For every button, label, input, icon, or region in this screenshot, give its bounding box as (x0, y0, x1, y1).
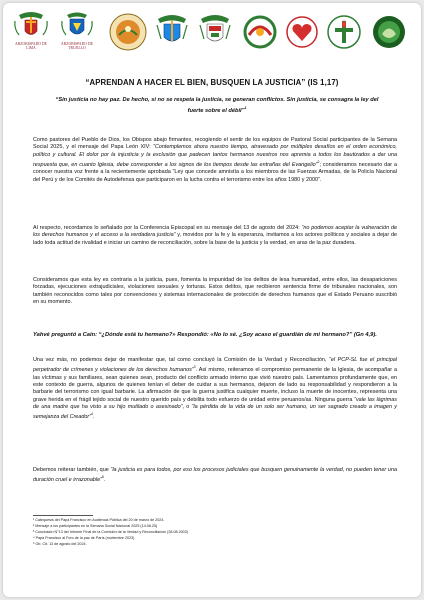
red-heart-logo (285, 15, 319, 49)
green-red-swirl-logo (243, 15, 277, 49)
green-circle-icon (371, 14, 407, 50)
italic-quote: “no podemos aceptar la vulneración de los derechos humanos y el acceso a la verdadera justicia” (33, 225, 397, 239)
paragraph-2 (33, 225, 397, 247)
swirl-icon (243, 15, 277, 49)
arzobispado-trujillo-logo (57, 11, 97, 50)
text-run: , o (182, 403, 192, 410)
text-run: . (103, 477, 106, 484)
bishop-crest-logo-1 (154, 13, 190, 51)
paragraph-1 (33, 137, 397, 184)
flame-cross-icon (326, 14, 362, 50)
text-run: Al respecto, recordamos lo señalado por la Conferencia Episcopal en su mensaje del 13 de agosto del 2024: (33, 225, 302, 231)
epigraph-quote (53, 96, 381, 115)
footnote-3: ³ Conclusión N°13 del Informe Final de la Comisión de la Verdad y Reconciliación (28.08.2003) (33, 530, 188, 534)
circular-seal-icon (109, 13, 147, 51)
logo-caption: ARZOBISPADO DE TRUJILLO (61, 42, 93, 50)
circular-seal-logo (109, 13, 147, 51)
text-run: Debemos reiterar también, que (33, 467, 111, 473)
footnote-ref: 5 (101, 475, 104, 480)
bishop-crest-icon (197, 13, 233, 51)
footnote-ref: 4 (91, 412, 93, 417)
text-run: . Así mismo, reiteramos el compromiso permanente de la Iglesia, de acompañar a las víctimas y sus familiares, sean quienes sean, producto del conflicto armado interno que vivió nuestro país. Lamentamos profundamente que, en este contexto de guerra, algunos de quienes tenían el deber de cuidar a sus hermanos, dejaron de lado su responsabilidad y respondieron a la barbarie del terrorismo con igual barbarie. La afirmación de que la guerra justifica cualquier muerte, incluso la muerte de inocentes, representa una grave herida en el frágil tejido social de nuestro querido país y debilita todo esfuerzo de unidad entre peruanos/as. Ninguna guerra (33, 367, 397, 403)
footnote-1: ¹ Catequesis del Papa Francisco en Audiencia Pública del 20 de marzo de 2024. (33, 518, 165, 522)
italic-quote: “Contemplemos ahora nuestro tiempo, atravesado por múltiples desafíos en el orden económico, político y cultural. El dolor por la injusticia y la exclusión que padecen tantos hermanos nuestros nos apremia a todos los bautizados a dar una respuesta que, en cuanto Iglesia, debe corresponder a los signos de los tiempos desde las entrañas del Evangelio” (33, 144, 397, 168)
bishop-crest-logo-2 (197, 13, 233, 51)
italic-quote: “vale las lágrimas de una madre que ha visto a su hijo mutilado o asesinado” (33, 396, 397, 410)
footnote-ref: 1 (244, 106, 247, 110)
logo-caption: ARZOBISPADO DE LIMA (15, 42, 47, 50)
document-page (3, 3, 421, 597)
footnote-ref: 2 (317, 160, 320, 165)
footnote-5: ⁵ Ob. Cit. 13 de agosto del 2024. (33, 542, 87, 546)
footnote-4: ⁴ Papa Francisco al Foro de la paz de París (noviembre 2023) (33, 536, 135, 540)
footnote-ref: 3 (193, 365, 196, 370)
text-run: Una vez más, no podemos dejar de manifestar que, tal como concluyó la Comisión de la Verdad y Reconciliación, (33, 357, 330, 363)
bible-verse: Yahvé preguntó a Caín: “¿Dónde está tu hermano?» Respondió: «No lo sé. ¿Soy acaso el guardián de mi hermano?” (Gn 4,9). (33, 332, 377, 338)
green-circle-logo (371, 14, 407, 50)
paragraph-5 (33, 467, 397, 485)
bishop-crest-icon (154, 13, 190, 51)
italic-quote: “la pérdida de la vida de un solo ser humano, un ser sagrado creado a imagen y semejanza del Creador” (33, 403, 397, 421)
arzobispado-lima-crest-icon (11, 11, 51, 41)
italic-quote: “el PCP-SL fue el principal perpetrador de crímenes y violaciones de los derechos humanos” (33, 357, 397, 374)
footnote-2: ² Mensaje a los participantes en la Semana Social Nacional 2025 (14.08.25) (33, 524, 158, 528)
logo-strip (11, 11, 413, 61)
paragraph-4 (33, 357, 397, 421)
heart-icon (285, 15, 319, 49)
footnote-divider (33, 515, 93, 516)
text-run: ; consideramos necesario dar a conocer nuestra voz frente a la recientemente aprobada “Ley que concede amnistía a los miembros de las Fuerzas Armadas, de la Policía Nacional del Perú y de los Comités de Autodefensa que participaron en la lucha contra el terrorismo entre los años 1980 y 2000”. (33, 161, 397, 183)
arzobispado-trujillo-crest-icon (57, 11, 97, 41)
document-title: “APRENDAN A HACER EL BIEN, BUSQUEN LA JUSTICIA” (IS 1,17) (85, 78, 339, 87)
arzobispado-lima-logo (11, 11, 51, 50)
italic-quote: “la justicia es para todos, por eso los procesos judiciales que busquen genuinamente la verdad, no pueden tener una duración cruel e irrazonable” (33, 467, 398, 484)
text-run: Como pastores del Pueblo de Dios, los Obispos abajo firmantes, recogiendo el sentir de los equipos de Pastoral Social participantes de la Semana Social 2025, y el mensaje del Papa León XIV: (33, 137, 397, 151)
text-run: y, movidos por la fe y la esperanza, invitamos a los actores políticos y sociales a dejar de lado toda actitud de rivalidad e iniciar un camino de reconciliación, sobre la base de la justicia y la verdad, en aras de la paz duradera. (33, 232, 398, 246)
quote-text: “Sin justicia no hay paz. De hecho, si no se respeta la justicia, se generan conflictos. Sin justicia, se consagra la ley del fuerte sobre el débil” (55, 97, 379, 114)
paragraph-3: Consideramos que esta ley es contraria a la justicia, pues, fomenta la impunidad de los delitos de lesa humanidad, entre ellos, las desapariciones forzadas, ejecuciones extrajudiciales, violaciones sexuales y torturas. Estos delitos, que recibieron sentencia firme de tribunales nacionales, son también reconocidos como tales por convenciones y sistemas internacionales de protección de derechos humanos que el Estado Peruano suscribió en su momento. (33, 277, 397, 306)
caritas-style-logo (326, 14, 362, 50)
text-run: . (92, 414, 95, 421)
